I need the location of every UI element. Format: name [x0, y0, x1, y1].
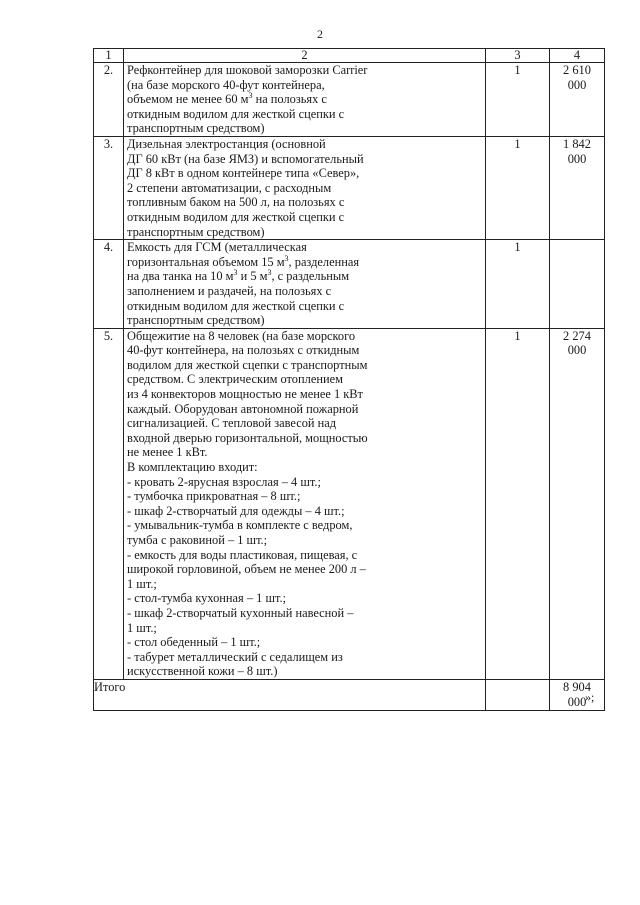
- description-line: горизонтальная объемом 15 $м^3$, разделенная: [127, 253, 360, 269]
- description-line: - стол-тумба кухонная – 1 шт.;: [127, 591, 287, 606]
- description-line: - стол обеденный – 1 шт.;: [127, 635, 261, 650]
- description-line: - умывальник-тумба в комплекте с ведром,: [127, 518, 353, 533]
- description-line: Дизельная электростанция (основной: [127, 136, 326, 151]
- description-line: водилом для жесткой сцепки с транспортным: [127, 357, 368, 372]
- description-line: - табурет металлический с седалищем из: [127, 649, 343, 664]
- description-line: - кровать 2-ярусная взрослая – 4 шт.;: [127, 474, 321, 489]
- header-col-3: 3: [486, 49, 550, 63]
- description-line: 40-фут контейнера, на полозьях с откидным: [127, 343, 360, 358]
- description-line: на два танка на 10 $м^3$ и 5 $м^3$, с раздельным: [127, 268, 350, 284]
- item-description: [124, 63, 486, 137]
- description-line: - шкаф 2-створчатый для одежды – 4 шт.;: [127, 503, 345, 518]
- table-header-row: [94, 49, 605, 63]
- item-price: 2 610 000: [550, 63, 605, 137]
- description-line: широкой горловиной, объем не менее 200 л –: [127, 562, 366, 577]
- description-line: из 4 конвекторов мощностью не менее 1 кВт: [127, 387, 363, 402]
- description-line: топливным баком на 500 л, на полозьях с: [127, 195, 345, 210]
- description-line: объемом не менее 60 $м^3$ на полозьях с: [127, 91, 327, 107]
- table-row: [94, 240, 605, 329]
- row-number: 4.: [94, 240, 124, 329]
- description-line: транспортным средством): [127, 313, 265, 328]
- description-line: Емкость для ГСМ (металлическая: [127, 240, 307, 255]
- item-price: 1 842 000: [550, 136, 605, 239]
- header-col-2: 2: [124, 49, 486, 63]
- header-col-4: 4: [550, 49, 605, 63]
- row-number: 2.: [94, 63, 124, 137]
- table-row: [94, 136, 605, 239]
- description-line: заполнением и раздачей, на полозьях с: [127, 283, 332, 298]
- item-quantity: 1: [486, 328, 550, 679]
- total-empty-cell: [486, 679, 550, 710]
- item-quantity: 1: [486, 240, 550, 329]
- description-line: (на базе морского 40-фут контейнера,: [127, 77, 325, 92]
- description-line: ДГ 60 кВт (на базе ЯМЗ) и вспомогательный: [127, 151, 364, 166]
- description-line: сигнализацией. С тепловой завесой над: [127, 416, 337, 431]
- closing-quote-mark: »;: [585, 690, 595, 704]
- header-col-1: 1: [94, 49, 124, 63]
- description-line: каждый. Оборудован автономной пожарной: [127, 401, 359, 416]
- item-description: [124, 240, 486, 329]
- total-value: 8 904 000: [550, 679, 605, 710]
- description-line: ДГ 8 кВт в одном контейнере типа «Север»,: [127, 166, 360, 181]
- item-description: [124, 328, 486, 679]
- item-description: [124, 136, 486, 239]
- total-row: [94, 679, 605, 710]
- total-label: Итого: [94, 679, 486, 710]
- description-line: транспортным средством): [127, 224, 265, 239]
- table-row: [94, 328, 605, 679]
- row-number: 3.: [94, 136, 124, 239]
- description-line: - шкаф 2-створчатый кухонный навесной –: [127, 605, 354, 620]
- description-line: Рефконтейнер для шоковой заморозки Carrier: [127, 63, 368, 77]
- description-line: транспортным средством): [127, 121, 265, 136]
- item-quantity: 1: [486, 136, 550, 239]
- page-number: 2: [317, 27, 323, 41]
- description-line: откидным водилом для жесткой сцепки с: [127, 209, 345, 224]
- item-price: [550, 240, 605, 329]
- description-line: 1 шт.;: [127, 620, 157, 635]
- description-line: 1 шт.;: [127, 576, 157, 591]
- description-line: 2 степени автоматизации, с расходным: [127, 180, 332, 195]
- table-row: [94, 63, 605, 137]
- description-line: В комплектацию входит:: [127, 460, 258, 475]
- description-line: тумба с раковиной – 1 шт.;: [127, 533, 268, 547]
- description-line: не менее 1 кВт.: [127, 445, 208, 460]
- description-line: средством. С электрическим отоплением: [127, 372, 343, 387]
- description-line: искусственной кожи – 8 шт.): [127, 664, 278, 679]
- item-quantity: 1: [486, 63, 550, 137]
- description-line: откидным водилом для жесткой сцепки с: [127, 298, 345, 313]
- description-line: - тумбочка прикроватная – 8 шт.;: [127, 489, 301, 504]
- description-line: Общежитие на 8 человек (на базе морского: [127, 328, 356, 343]
- equipment-table: [93, 48, 605, 711]
- row-number: 5.: [94, 328, 124, 679]
- description-line: входной дверью горизонтальной, мощностью: [127, 430, 368, 445]
- item-price: 2 274 000: [550, 328, 605, 679]
- description-line: - емкость для воды пластиковая, пищевая, с: [127, 547, 358, 562]
- description-line: откидным водилом для жесткой сцепки с: [127, 106, 345, 121]
